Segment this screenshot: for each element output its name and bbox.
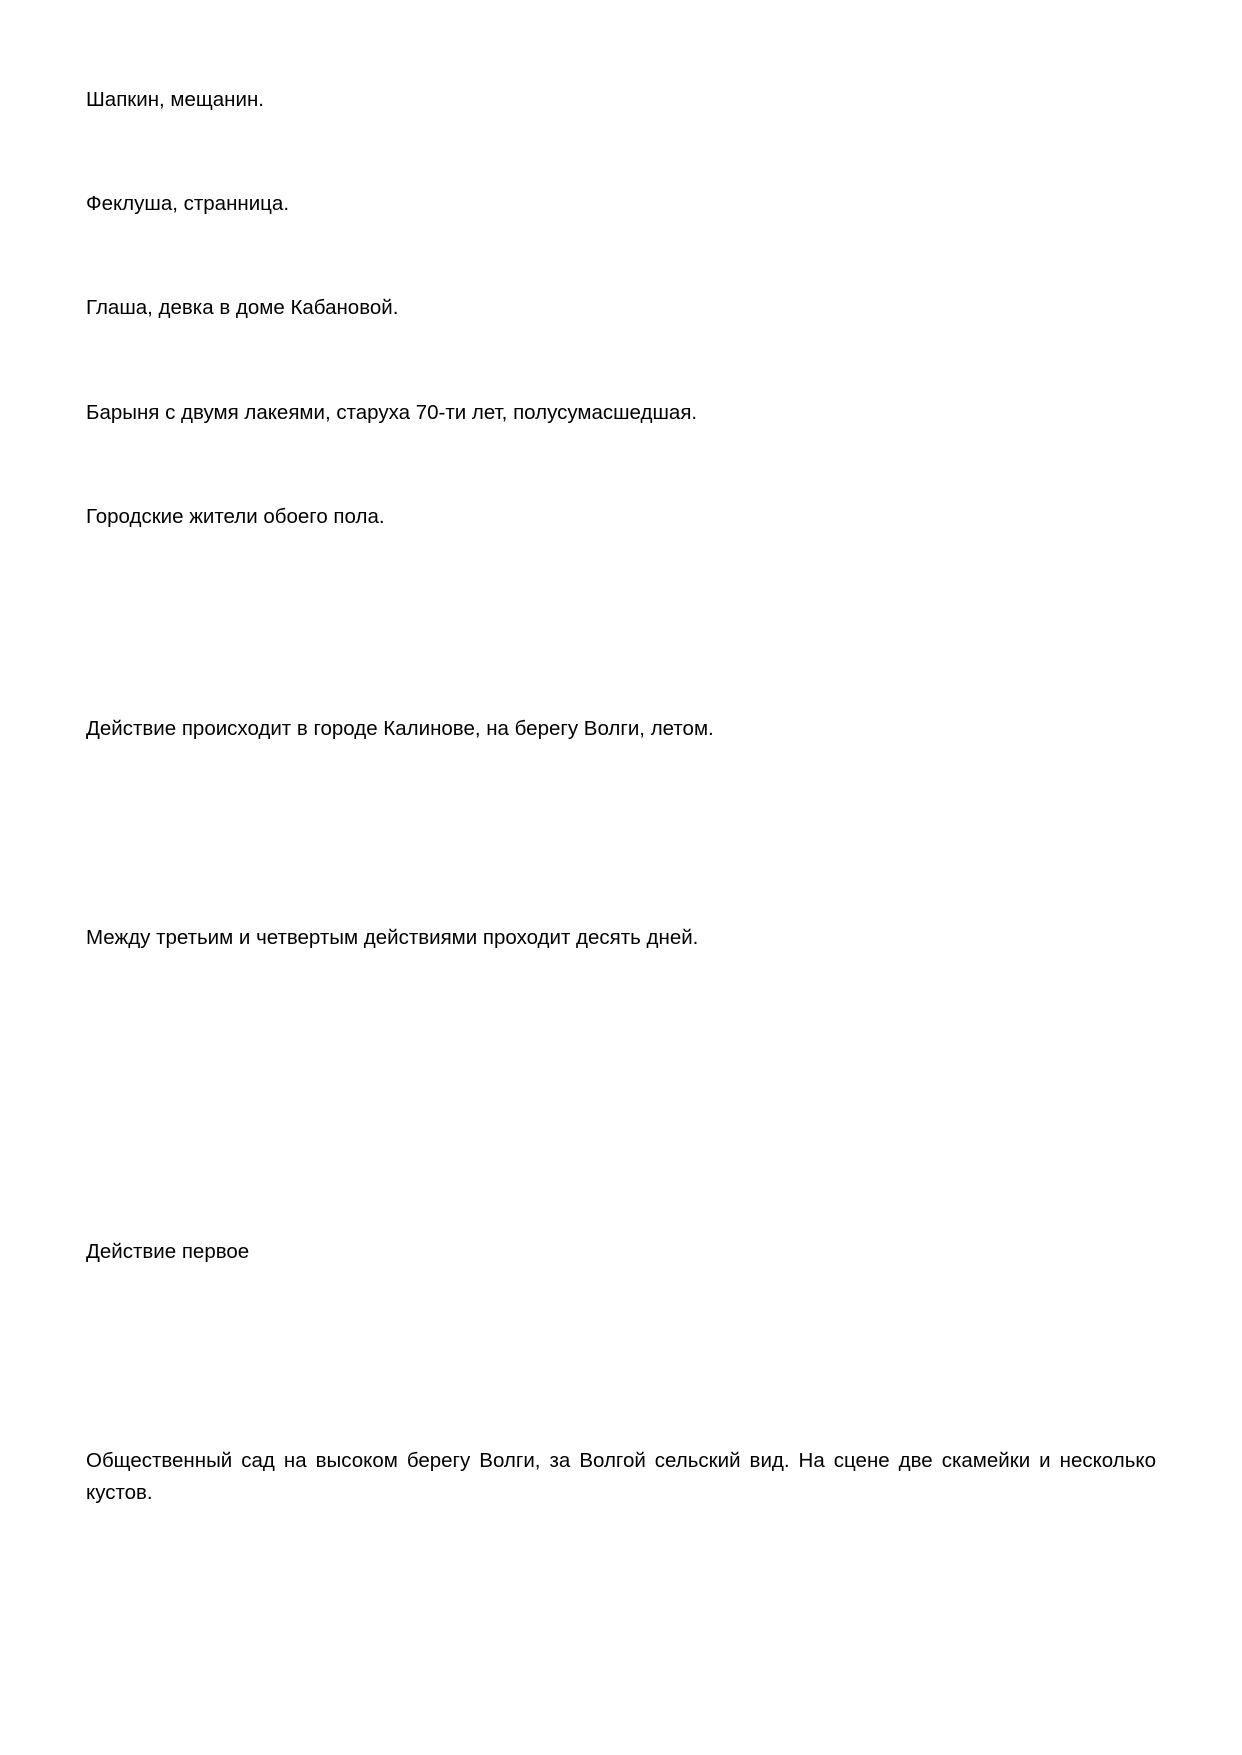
character-barynya: Барыня с двумя лакеями, старуха 70-ти лет, полусумасшедшая. xyxy=(86,401,698,424)
character-shapkin: Шапкин, мещанин. xyxy=(86,88,264,111)
character-glasha: Глаша, девка в доме Кабановой. xyxy=(86,296,399,319)
stage-direction: Общественный сад на высоком берегу Волги, за Волгой сельский вид. На сцене две скамейки и несколько кустов. xyxy=(86,1449,1156,1504)
timing-note: Между третьим и четвертым действиями проходит десять дней. xyxy=(86,926,699,949)
setting-note: Действие происходит в городе Калинове, на берегу Волги, летом. xyxy=(86,717,714,740)
character-feklusha: Феклуша, странница. xyxy=(86,192,290,215)
act-heading: Действие первое xyxy=(86,1240,250,1263)
character-townspeople: Городские жители обоего пола. xyxy=(86,505,385,528)
